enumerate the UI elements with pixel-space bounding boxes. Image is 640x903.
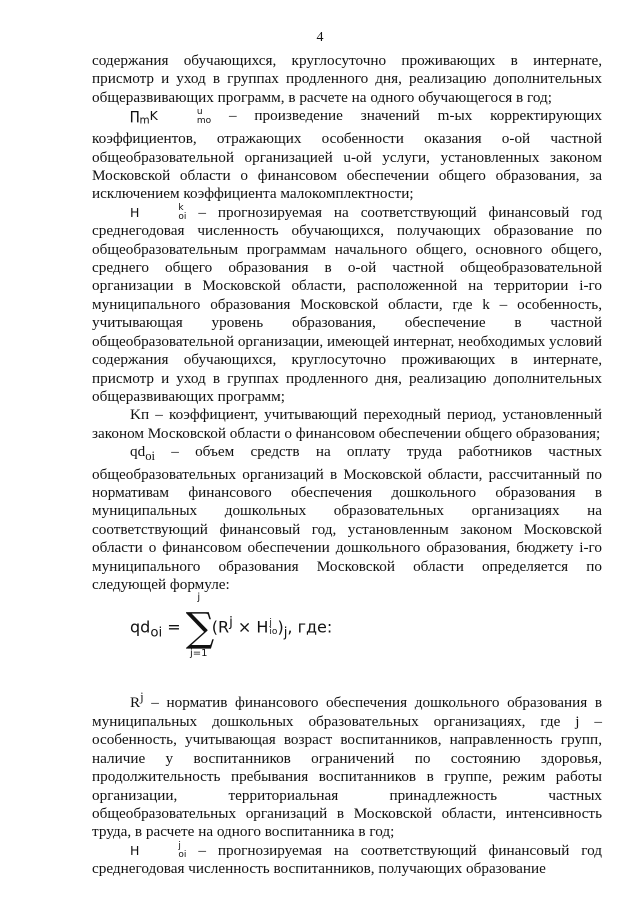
h-j-oi-symbol: H j oi bbox=[130, 841, 187, 861]
paragraph-transition-coefficient: Kп – коэффициент, учитывающий переходный период, установленный законом Московской области о финансовом обеспечении общего образования; bbox=[92, 406, 602, 442]
paragraph-preschool-norm: $R^j$ – норматив финансового обеспечения дошкольного образования в муниципальных дошкольных образовательных организациях, где j – особенность, учитывающая возраст воспитанников, направленность групп, наличие у воспитанников ограничений по состоянию здоровья, продолжительность пребывания воспитанников в группе, режим работы организации, территориальная принадлежность частных общеобразовательных организаций в Московской области, интенсивность труда, в расчете на одного воспитанника в год; bbox=[92, 690, 602, 841]
paragraph-students-count: H k oi – прогнозируемая на соответствующий финансовый год среднегодовая численность обучающихся, получающих образование по общеобразовательным программам начального общего, основного общего, среднего общего образования в o-ой частной общеобразовательной организации в Московской области, расположенной на территории i-го муниципального образования Московской области, где k – особенность, учитывающая уровень образования, обеспечение в частной общеобразовательной организации, имеющей интернат, необходимых условий содержания обучающихся, круглосуточно проживающих в интернате, присмотр и уход в группах продленного дня, реализацию дополнительных общеразвивающих программ; bbox=[92, 203, 602, 405]
qd-oi-symbol: $qd_{oi}$ bbox=[130, 443, 156, 464]
paragraph-product-coefficients: $\prod_mK$ u mo – произведение значений m-ых корректирующих коэффициентов, отражающих особенности оказания o-ой частной общеобразовательной организацией u-ой услуги, установленных законом Московской области о финансовом обеспечении общего образования, за исключением коэффициента малокомплектности; bbox=[92, 106, 602, 203]
document-body bbox=[92, 52, 602, 879]
formula-block bbox=[92, 594, 602, 688]
product-symbol: $\prod_mK$ u mo bbox=[130, 106, 212, 127]
paragraph-pupils-count: H j oi – прогнозируемая на соответствующий финансовый год среднегодовая численность воспитанников, получающих образование bbox=[92, 841, 602, 878]
paragraph-salary-volume: $qd_{oi}$ – объем средств на оплату труда работников частных общеобразовательных организаций в Московской области, рассчитанный по нормативам финансового обеспечения дошкольного образования в муниципальных дошкольных образовательных организациях на соответствующий финансовый год, установленным законом Московской области о финансовом обеспечении дошкольного образования, бюджету i-го муниципального образования Московской области определяется по следующей формуле: bbox=[92, 443, 602, 593]
sigma-icon: j ∑ j=1 bbox=[185, 592, 215, 660]
r-j-symbol: $R^j$ bbox=[130, 690, 144, 712]
kp-symbol: Kп bbox=[130, 406, 150, 424]
summation-formula: $qd_{oi}$ = j ∑ j=1 ($R^j \times H$ j io )$_j$, где: bbox=[130, 592, 333, 660]
h-k-oi-symbol: H k oi bbox=[130, 203, 187, 223]
page-number: 4 bbox=[316, 30, 324, 45]
paragraph-continuation: содержания обучающихся, круглосуточно проживающих в интернате, присмотр и уход в группах продленного дня, реализацию дополнительных общеразвивающих программ, в расчете на одного обучающегося в год; bbox=[92, 52, 602, 106]
